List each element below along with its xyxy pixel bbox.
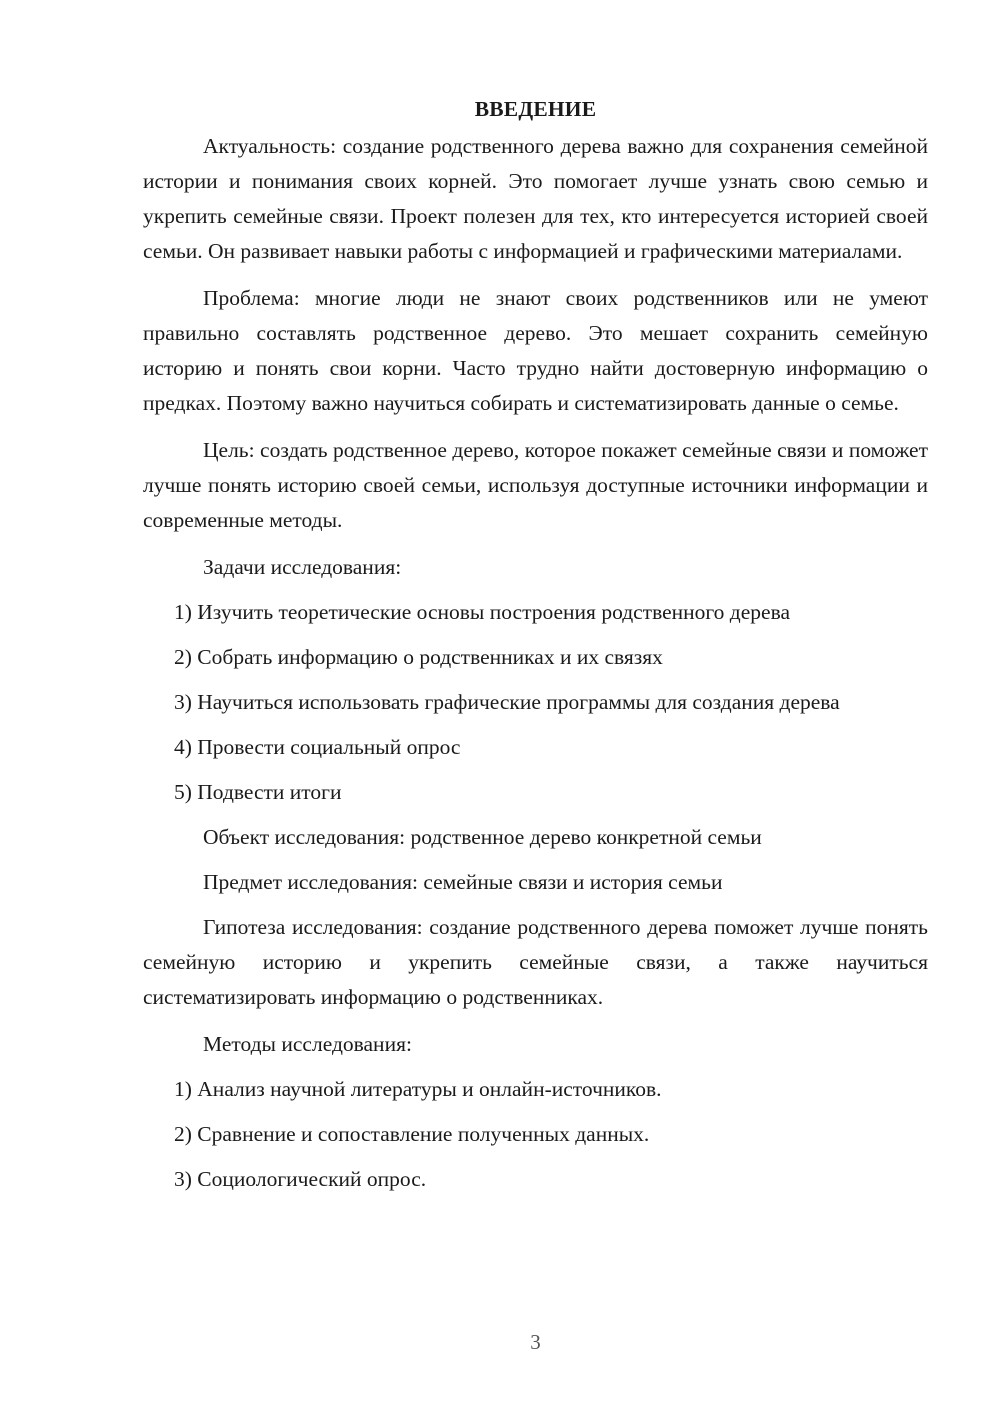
task-item-3: 3) Научиться использовать графические программы для создания дерева	[174, 690, 840, 714]
method-item-3: 3) Социологический опрос.	[174, 1167, 427, 1191]
problem-paragraph: Проблема: многие люди не знают своих родственников или не умеют правильно составлять родственное дерево. Это мешает сохранить семейную историю и понять свои корни. Часто трудно найти достоверную информацию о предках. Поэтому важно научиться собирать и систематизировать данные о семье.	[143, 286, 928, 415]
tasks-heading: Задачи исследования:	[203, 555, 402, 579]
task-item-1: 1) Изучить теоретические основы построения родственного дерева	[174, 600, 790, 624]
method-item-1: 1) Анализ научной литературы и онлайн-источников.	[174, 1077, 662, 1101]
document-page	[143, 92, 928, 1207]
section-title: ВВЕДЕНИЕ	[474, 97, 597, 121]
page-number: 3	[530, 1330, 541, 1354]
hypothesis-paragraph: Гипотеза исследования: создание родственного дерева поможет лучше понять семейную историю и укрепить семейные связи, а также научиться систематизировать информацию о родственниках.	[143, 915, 928, 1009]
object-paragraph: Объект исследования: родственное дерево конкретной семьи	[203, 825, 762, 849]
task-item-5: 5) Подвести итоги	[174, 780, 342, 804]
methods-heading: Методы исследования:	[203, 1032, 412, 1056]
task-item-2: 2) Собрать информацию о родственниках и их связях	[174, 645, 663, 669]
task-item-4: 4) Провести социальный опрос	[174, 735, 461, 759]
subject-paragraph: Предмет исследования: семейные связи и история семьи	[203, 870, 723, 894]
relevance-paragraph: Актуальность: создание родственного дерева важно для сохранения семейной истории и понимания своих корней. Это помогает лучше узнать свою семью и укрепить семейные связи. Проект полезен для тех, кто интересуется историей своей семьи. Он развивает навыки работы с информацией и графическими материалами.	[143, 134, 928, 263]
goal-paragraph: Цель: создать родственное дерево, которое покажет семейные связи и поможет лучше понять историю своей семьи, используя доступные источники информации и современные методы.	[143, 438, 928, 532]
method-item-2: 2) Сравнение и сопоставление полученных данных.	[174, 1122, 650, 1146]
